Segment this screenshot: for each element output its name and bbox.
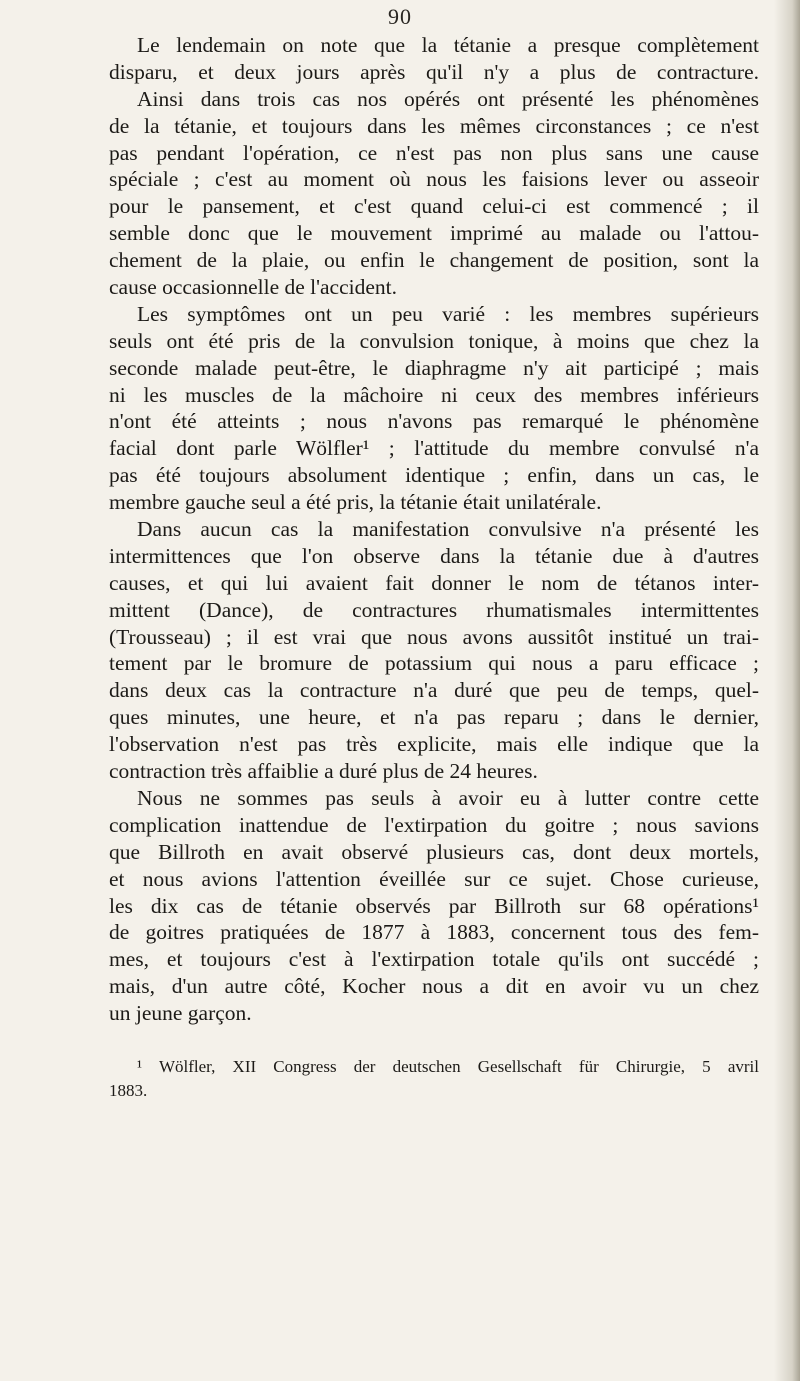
text-line: cause occasionnelle de l'accident. [109,275,398,300]
text-line: pas été toujours absolument identique ; enfin, dans un cas, le [109,463,759,488]
text-line: pour le pansement, et c'est quand celui-ci est commencé ; il [109,194,759,219]
text-line: Le lendemain on note que la tétanie a presque complètement [137,33,759,57]
text-line: Les symptômes ont un peu varié : les membres supérieurs [137,301,759,326]
text-line: tement par le bromure de potassium qui nous a paru efficace ; [109,651,759,676]
footnote-line: ¹ Wölfler, XII Congress der deutschen Gesellschaft für Chirurgie, 5 avril [137,1057,759,1076]
text-line: de la tétanie, et toujours dans les mêmes circonstances ; ce n'est [109,113,759,138]
text-line: Ainsi dans trois cas nos opérés ont présenté les phénomènes [137,86,759,111]
text-line: complication inattendue de l'extirpation du goitre ; nous savions [109,812,759,837]
body-text [109,32,759,1027]
text-line: mittent (Dance), de contractures rhumatismales intermittentes [109,597,759,622]
page-edge-shadow [774,0,800,1381]
text-line: et nous avions l'attention éveillée sur ce sujet. Chose curieuse, [109,866,759,891]
text-line: n'ont été atteints ; nous n'avons pas remarqué le phénomène [109,409,759,434]
text-line: Nous ne sommes pas seuls à avoir eu à lutter contre cette [137,785,759,810]
footnote-line: 1883. [109,1081,148,1100]
text-line: chement de la plaie, ou enfin le changement de position, sont la [109,248,759,273]
text-line: les dix cas de tétanie observés par Billroth sur 68 opérations¹ [109,893,759,918]
text-line: spéciale ; c'est au moment où nous les faisions lever ou asseoir [109,167,759,192]
text-line: pas pendant l'opération, ce n'est pas non plus sans une cause [109,140,759,165]
text-line: contraction très affaiblie a duré plus de 24 heures. [109,759,538,784]
text-line: (Trousseau) ; il est vrai que nous avons aussitôt institué un trai- [109,624,759,649]
text-line: dans deux cas la contracture n'a duré que peu de temps, quel- [109,678,759,703]
text-line: un jeune garçon. [109,1001,252,1026]
page-number: 90 [388,4,412,29]
text-line: l'observation n'est pas très explicite, mais elle indique que la [109,732,759,757]
text-line: semble donc que le mouvement imprimé au malade ou l'attou- [109,221,759,246]
text-line: causes, et qui lui avaient fait donner le nom de tétanos inter- [109,570,759,595]
text-line: ques minutes, une heure, et n'a pas reparu ; dans le dernier, [109,705,759,730]
text-line: mes, et toujours c'est à l'extirpation totale qu'ils ont succédé ; [109,947,759,972]
text-line: membre gauche seul a été pris, la tétanie était unilatérale. [109,490,602,515]
footnotes [109,1055,759,1103]
text-line: de goitres pratiquées de 1877 à 1883, concernent tous des fem- [109,920,759,945]
text-line: seconde malade peut-être, le diaphragme n'y ait participé ; mais [109,355,759,380]
text-line: que Billroth en avait observé plusieurs cas, dont deux mortels, [109,839,759,864]
text-line: Dans aucun cas la manifestation convulsive n'a présenté les [137,517,759,542]
text-line: disparu, et deux jours après qu'il n'y a plus de contracture. [109,59,759,84]
text-line: ni les muscles de la mâchoire ni ceux des membres inférieurs [109,382,759,407]
text-line: intermittences que l'on observe dans la tétanie due à d'autres [109,543,759,568]
text-line: seuls ont été pris de la convulsion tonique, à moins que chez la [109,328,759,353]
text-line: mais, d'un autre côté, Kocher nous a dit en avoir vu un chez [109,974,759,999]
text-line: facial dont parle Wölfler¹ ; l'attitude du membre convulsé n'a [109,436,759,461]
